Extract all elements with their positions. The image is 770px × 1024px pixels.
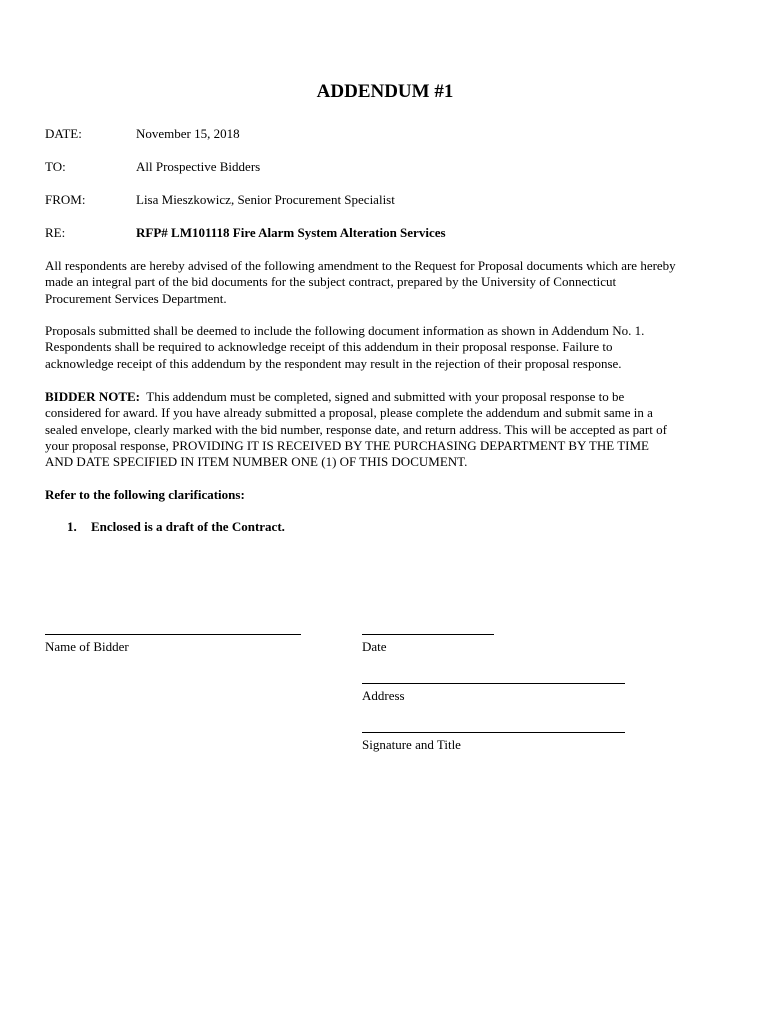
memo-value-from: Lisa Mieszkowicz, Senior Procurement Specialist: [136, 192, 395, 207]
bidder-note-line: sealed envelope, clearly marked with the bid number, response date, and return address. This will be accepted as part of: [45, 421, 667, 437]
memo-label-from: FROM:: [45, 192, 86, 207]
bidder-note-line: your proposal response, PROVIDING IT IS RECEIVED BY THE PURCHASING DEPARTMENT BY THE TIME: [45, 437, 649, 453]
amendment-paragraph: [45, 258, 725, 307]
memo-value-date: November 15, 2018: [136, 126, 240, 141]
signature-and-title-field[interactable]: [362, 732, 625, 753]
bidder-note-first-line: [45, 389, 725, 405]
bidder-note-text: This addendum must be completed, signed and submitted with your proposal response to be: [140, 389, 625, 404]
bidder-note-paragraph: [45, 389, 725, 470]
proposals-line: Proposals submitted shall be deemed to include the following document information as shown in Addendum No. 1.: [45, 323, 645, 338]
name-of-bidder-label: Name of Bidder: [45, 639, 129, 654]
address-field[interactable]: [362, 683, 625, 704]
memo-value-re: RFP# LM101118 Fire Alarm System Alteration Services: [136, 225, 446, 240]
memo-label-to: TO:: [45, 159, 66, 174]
amendment-line: Procurement Services Department.: [45, 290, 227, 306]
bidder-note-line: AND DATE SPECIFIED IN ITEM NUMBER ONE (1) OF THIS DOCUMENT.: [45, 454, 468, 470]
signature-and-title-label: Signature and Title: [362, 737, 461, 752]
amendment-line: made an integral part of the bid documents for the subject contract, prepared by the University of Connecticut: [45, 274, 617, 290]
proposals-line: acknowledge receipt of this addendum by the respondent may result in the rejection of their proposal response.: [45, 355, 622, 371]
amendment-line: All respondents are hereby advised of the following amendment to the Request for Proposal documents which are hereby: [45, 258, 676, 273]
signature-line: [362, 683, 625, 684]
clarification-number: 1.: [67, 519, 77, 534]
memo-label-re: RE:: [45, 225, 66, 240]
proposals-paragraph: [45, 323, 725, 372]
document-title: ADDENDUM #1: [316, 81, 454, 102]
name-of-bidder-field[interactable]: [45, 634, 301, 655]
signature-line: [362, 732, 625, 733]
address-label: Address: [362, 688, 405, 703]
memo-value-to: All Prospective Bidders: [136, 159, 261, 174]
memo-label-date: DATE:: [45, 126, 82, 141]
date-field[interactable]: [362, 634, 494, 655]
bidder-note-line: considered for award. If you have already submitted a proposal, please complete the addendum and submit same in a: [45, 405, 653, 421]
clarification-item: [67, 519, 285, 535]
bidder-note-label: BIDDER NOTE:: [45, 389, 140, 404]
clarification-text: Enclosed is a draft of the Contract.: [91, 519, 285, 534]
signature-line: [362, 634, 494, 635]
proposals-line: Respondents shall be required to acknowledge receipt of this addendum in their proposal response. Failure to: [45, 339, 613, 355]
date-label: Date: [362, 639, 387, 654]
clarifications-heading: Refer to the following clarifications:: [45, 487, 245, 502]
signature-line: [45, 634, 301, 635]
